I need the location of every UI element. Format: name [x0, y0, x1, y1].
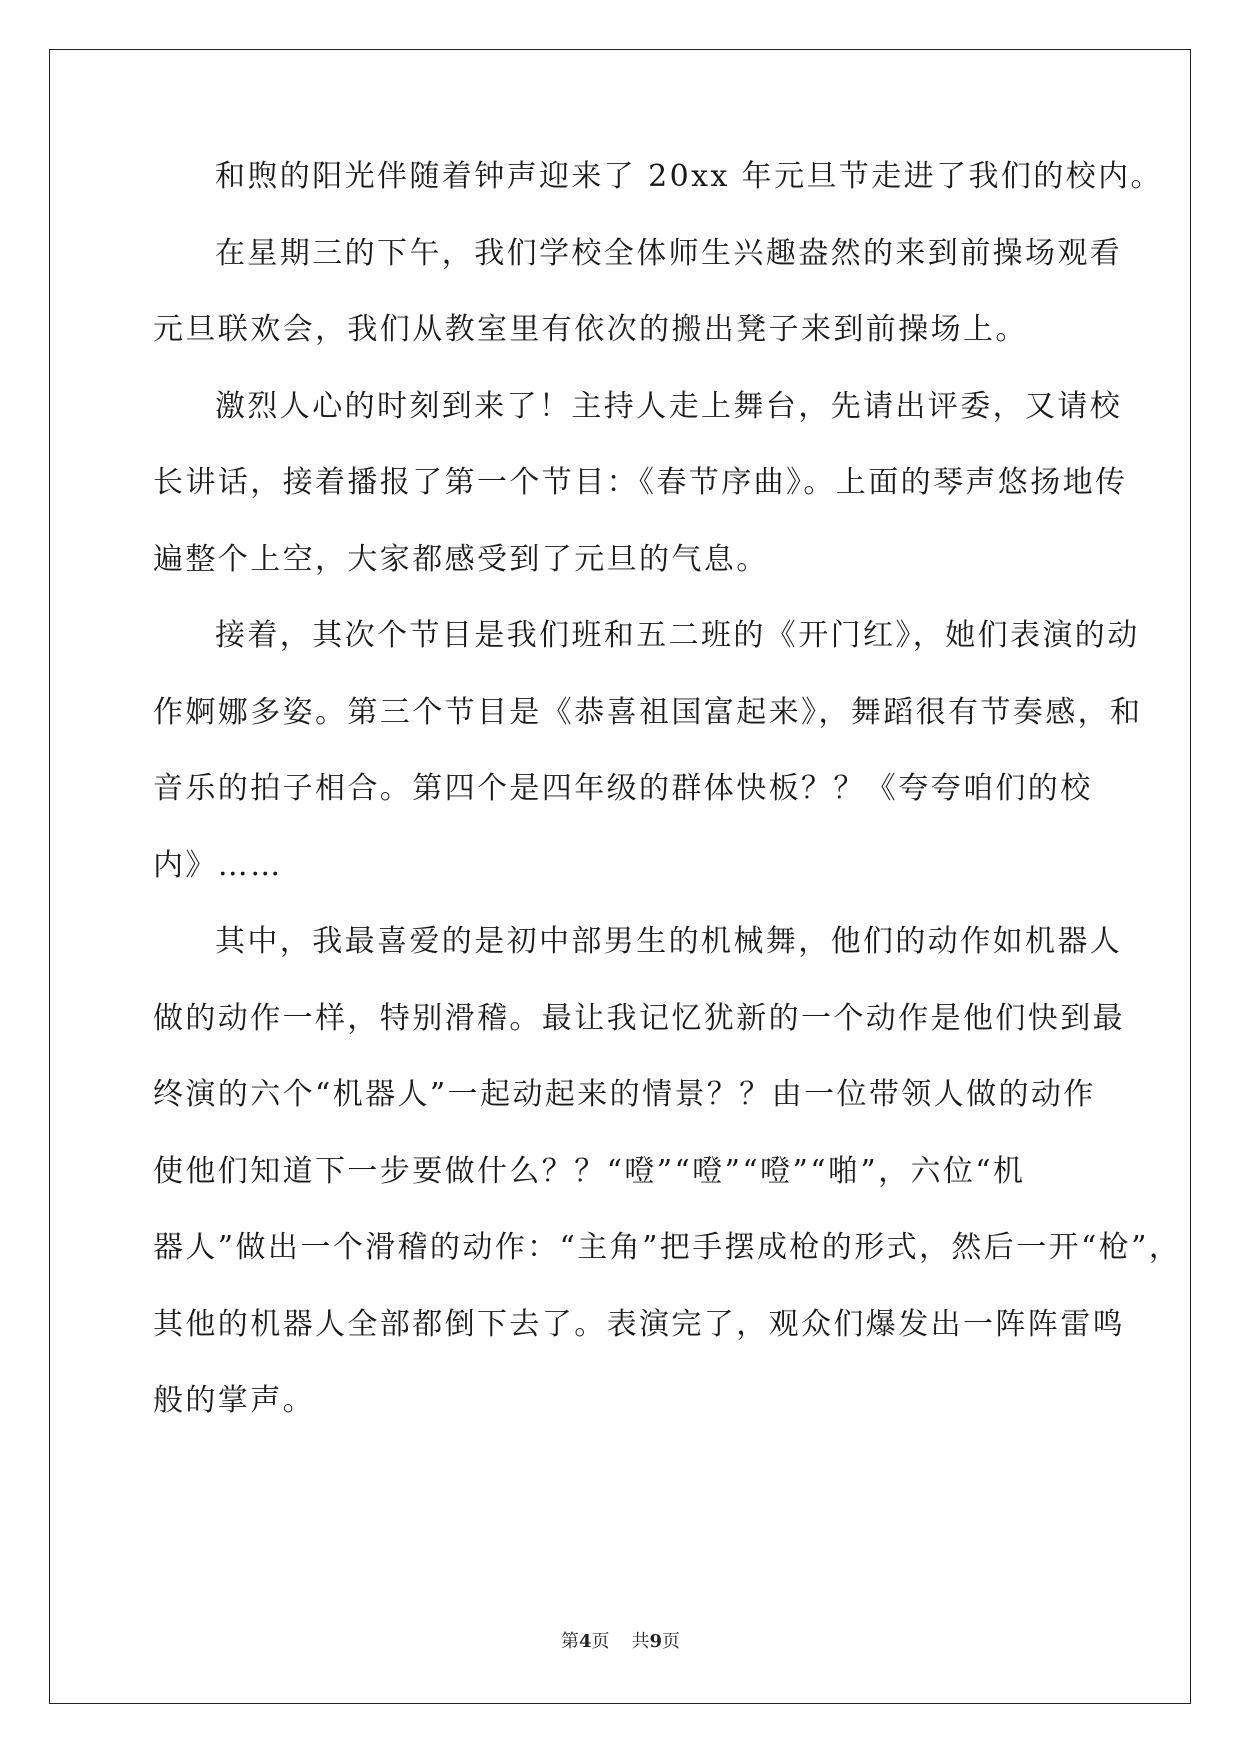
total-page-number: 9 [649, 1631, 663, 1652]
paragraph-3-line-2: 长讲话，接着播报了第一个节目：《春节序曲》。上面的琴声悠扬地传 [153, 465, 1128, 500]
current-page-number: 4 [578, 1631, 592, 1652]
footer-page-suffix: 页 [591, 1631, 610, 1652]
footer-prefix: 第 [560, 1631, 579, 1652]
paragraph-5-line-4: 使他们知道下一步要做什么？？“噔”“噔”“噔”“啪”，六位“机 [153, 1154, 1026, 1189]
footer-total-prefix: 共 [631, 1631, 650, 1652]
page-footer [0, 1627, 1241, 1653]
paragraph-5-line-2: 做的动作一样，特别滑稽。最让我记忆犹新的一个动作是他们快到最 [153, 1001, 1125, 1036]
paragraph-5-line-5: 器人”做出一个滑稽的动作：“主角”把手摆成枪的形式，然后一开“枪”， [153, 1230, 1182, 1265]
paragraph-4-line-2: 作婀娜多姿。第三个节目是《恭喜祖国富起来》，舞蹈很有节奏感，和 [153, 695, 1143, 730]
paragraph-5-line-3: 终演的六个“机器人”一起动起来的情景？？由一位带领人做的动作 [153, 1077, 1096, 1112]
paragraph-1-line-1: 和煦的阳光伴随着钟声迎来了 20xx 年元旦节走进了我们的校内。 [215, 159, 1163, 194]
paragraph-4-line-4: 内》…… [153, 848, 283, 883]
paragraph-5-line-6: 其他的机器人全部都倒下去了。表演完了，观众们爆发出一阵阵雷鸣 [153, 1307, 1125, 1342]
paragraph-4-line-1: 接着，其次个节目是我们班和五二班的《开门红》，她们表演的动 [215, 618, 1140, 653]
paragraph-3-line-1: 激烈人心的时刻到来了！主持人走上舞台，先请出评委，又请校 [215, 389, 1123, 424]
paragraph-4-line-3: 音乐的拍子相合。第四个是四年级的群体快板？？《夸夸咱们的校 [153, 771, 1093, 806]
paragraph-3-line-3: 遍整个上空，大家都感受到了元旦的气息。 [153, 542, 769, 577]
footer-total-suffix: 页 [662, 1631, 681, 1652]
paragraph-2-line-1: 在星期三的下午，我们学校全体师生兴趣盎然的来到前操场观看 [215, 236, 1123, 271]
paragraph-5-line-1: 其中，我最喜爱的是初中部男生的机械舞，他们的动作如机器人 [215, 924, 1123, 959]
paragraph-2-line-2: 元旦联欢会，我们从教室里有依次的搬出凳子来到前操场上。 [153, 312, 1028, 347]
paragraph-5-line-7: 般的掌声。 [153, 1383, 315, 1418]
